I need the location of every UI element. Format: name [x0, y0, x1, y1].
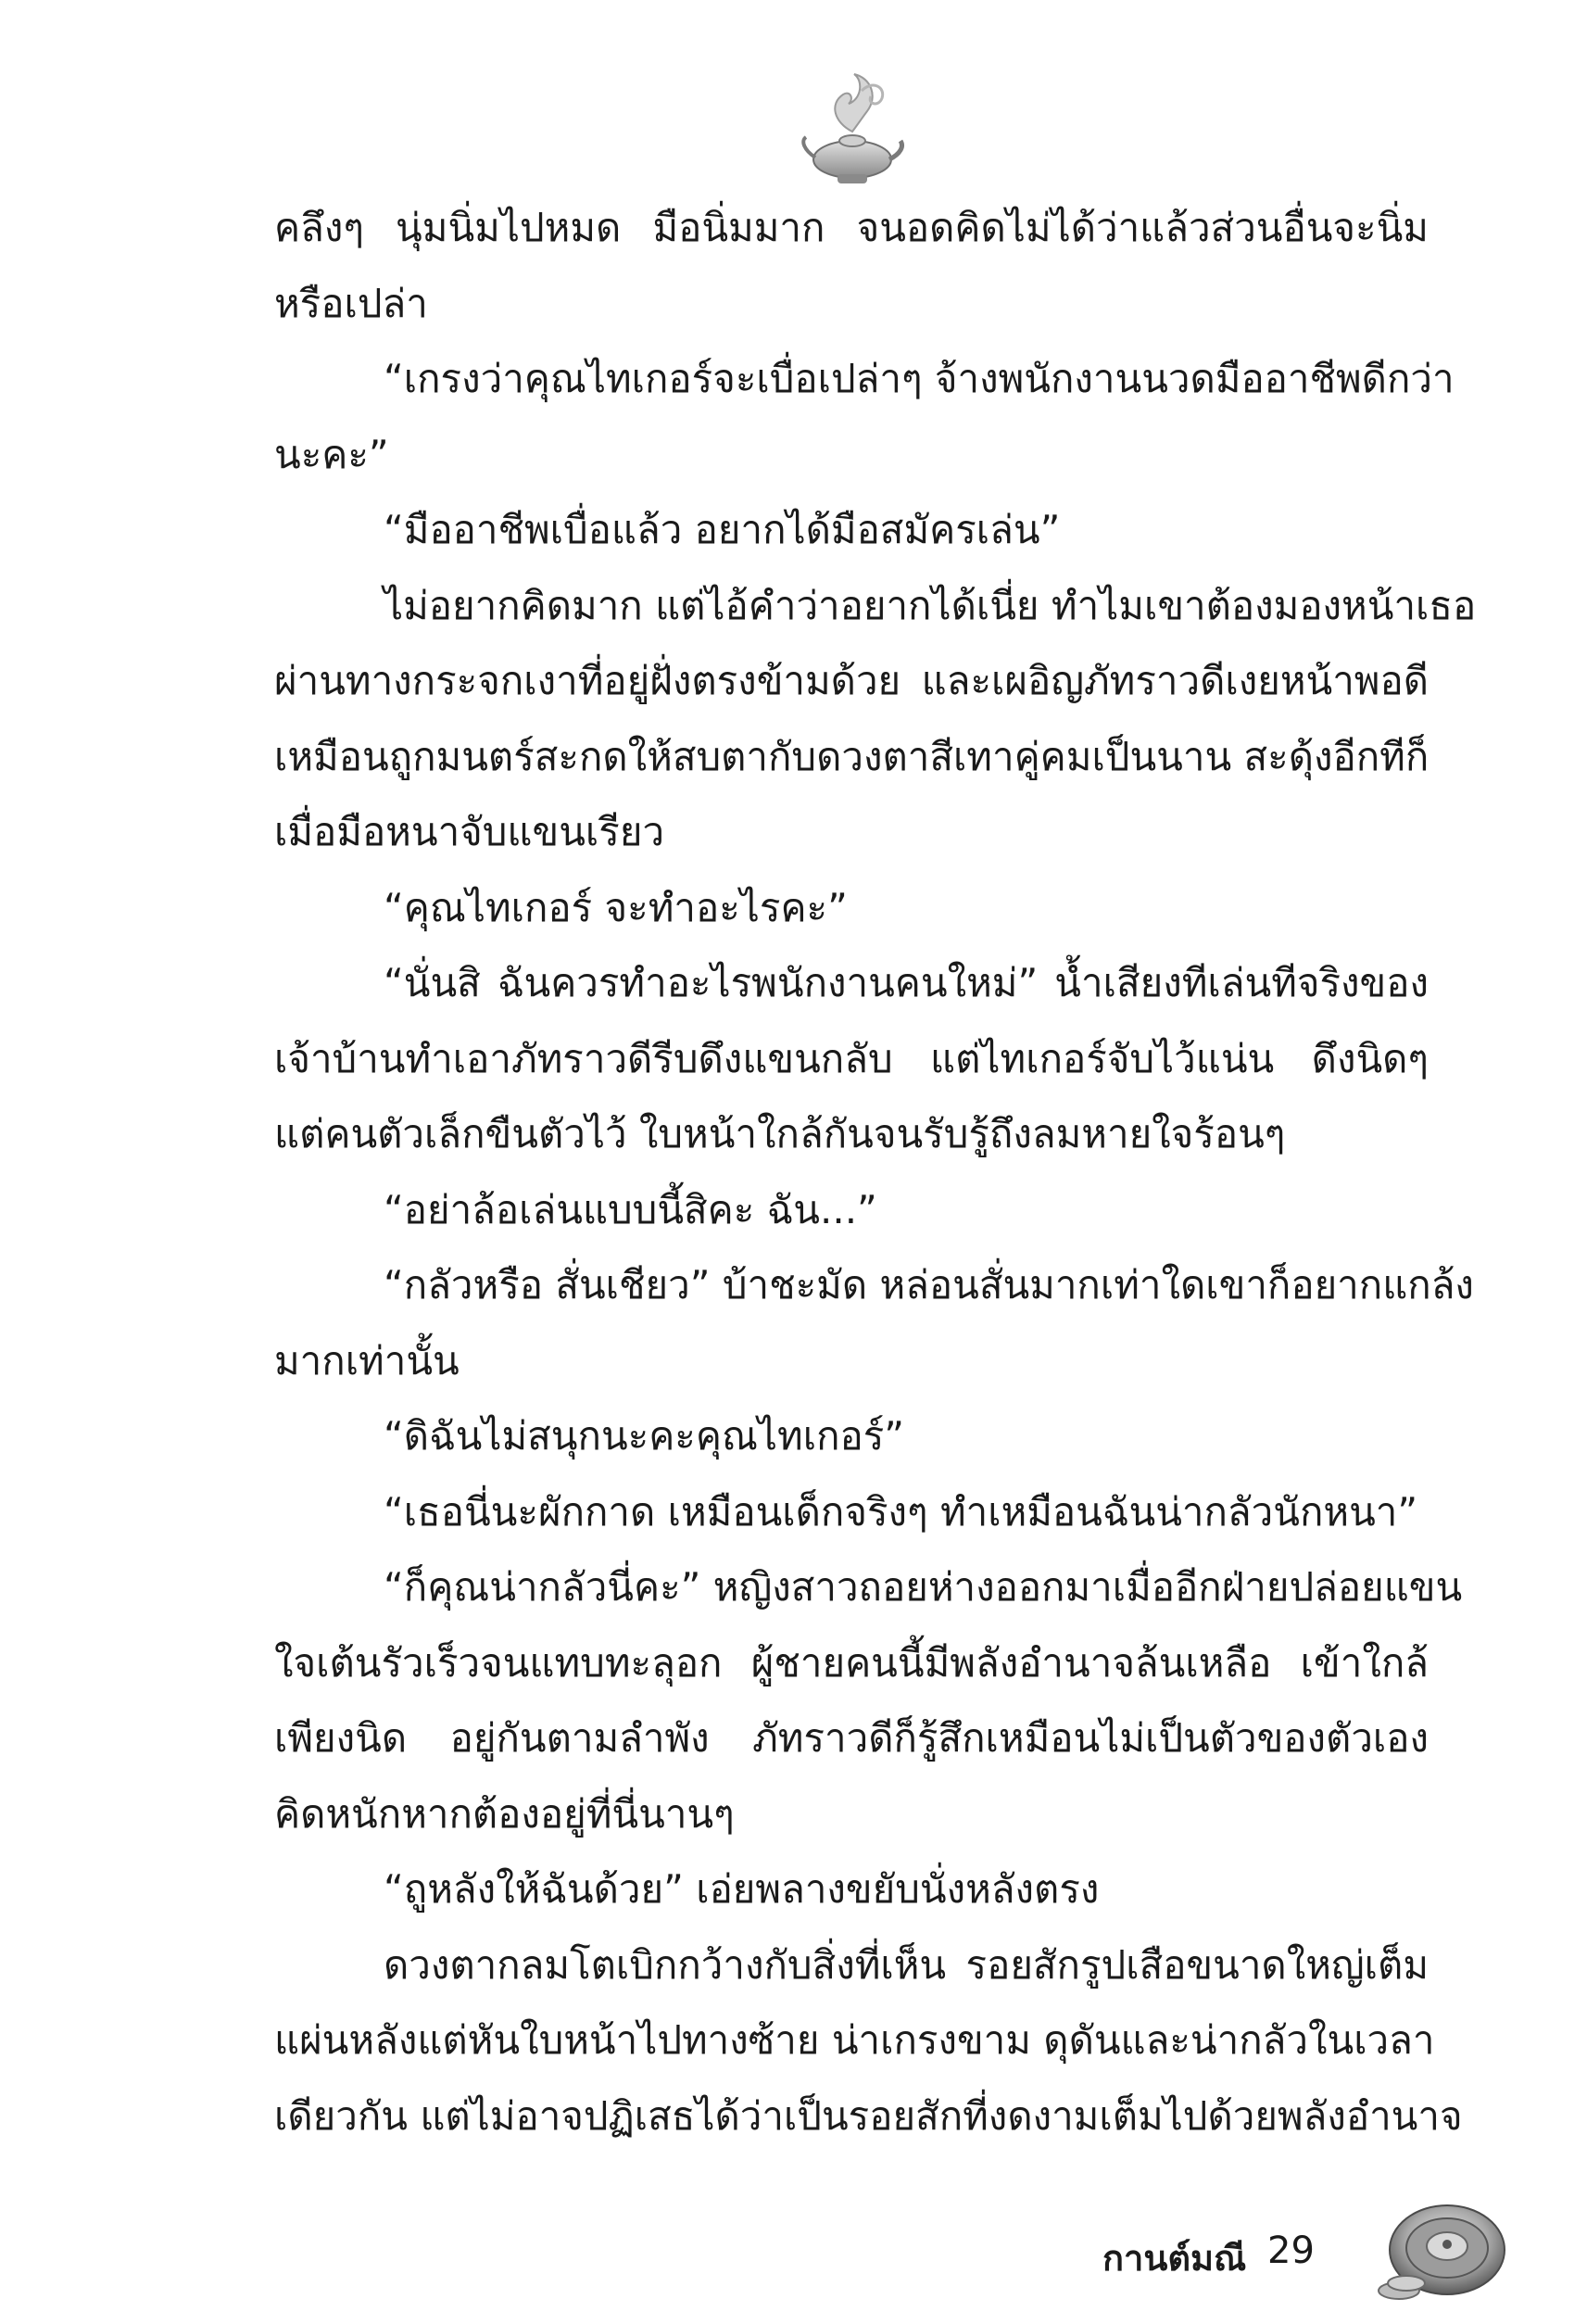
text-line: เพียงนิด อยู่กันตามลำพัง ภัทราวดีก็รู้สึกเหมือนไม่เป็นตัวของตัวเอง: [274, 1715, 1429, 1761]
text-line: แผ่นหลังแต่หันใบหน้าไปทางซ้าย น่าเกรงขาม ดุดันและน่ากลัวในเวลา: [274, 2017, 1435, 2063]
text-line: หรือเปล่า: [274, 280, 428, 326]
text-line: เดียวกัน แต่ไม่อาจปฏิเสธได้ว่าเป็นรอยสักที่งดงามเต็มไปด้วยพลังอำนาจ: [274, 2092, 1463, 2139]
text-line: “อย่าล้อเล่นแบบนี้สิคะ ฉัน...”: [384, 1186, 877, 1232]
text-line: เจ้าบ้านทำเอาภัทราวดีรีบดึงแขนกลับ แต่ไทเกอร์จับไว้แน่น ดึงนิดๆ: [274, 1035, 1429, 1081]
text-line: เมื่อมือหนาจับแขนเรียว: [274, 809, 665, 854]
text-line: มากเท่านั้น: [274, 1337, 460, 1383]
text-line: “คุณไทเกอร์ จะทำอะไรคะ”: [384, 884, 848, 930]
text-line: “เกรงว่าคุณไทเกอร์จะเบื่อเปล่าๆ จ้างพนักงานนวดมืออาชีพดีกว่า: [384, 356, 1455, 401]
text-line: “มืออาชีพเบื่อแล้ว อยากได้มือสมัครเล่น”: [384, 507, 1061, 552]
text-line: คลึงๆ นุ่มนิ่มไปหมด มือนิ่มมาก จนอดคิดไม่ได้ว่าแล้วส่วนอื่นจะนิ่ม: [274, 205, 1429, 250]
text-line: นะคะ”: [274, 431, 389, 477]
text-line: ไม่อยากคิดมาก แต่ไอ้คำว่าอยากได้เนี่ย ทำไมเขาต้องมองหน้าเธอ: [384, 582, 1477, 628]
text-line: “ดิฉันไม่สนุกนะคะคุณไทเกอร์”: [384, 1413, 905, 1459]
genie-lamp-icon: [797, 67, 908, 196]
text-line: ใจเต้นรัวเร็วจนแทบทะลุอก ผู้ชายคนนี้มีพลังอำนาจล้นเหลือ เข้าใกล้: [274, 1639, 1429, 1686]
text-line: “กลัวหรือ สั่นเชียว” บ้าชะมัด หล่อนสั่นมากเท่าใดเขาก็อยากแกล้ง: [384, 1262, 1474, 1307]
text-line: “เธอนี่นะผักกาด เหมือนเด็กจริงๆ ทำเหมือนฉันน่ากลัวนักหนา”: [384, 1488, 1418, 1535]
text-line: “ก็คุณน่ากลัวนี่คะ” หญิงสาวถอยห่างออกมาเมื่ออีกฝ่ายปล่อยแขน: [384, 1564, 1463, 1610]
page-footer: [1019, 2213, 1538, 2324]
text-line: “ถูหลังให้ฉันด้วย” เอ่ยพลางขยับนั่งหลังตรง: [384, 1866, 1100, 1912]
page-body-text: [274, 190, 1477, 2153]
text-line: ผ่านทางกระจกเงาที่อยู่ฝั่งตรงข้ามด้วย และเผอิญภัทราวดีเงยหน้าพอดี: [274, 658, 1429, 703]
text-line: “นั่นสิ ฉันควรทำอะไรพนักงานคนใหม่” น้ำเสียงทีเล่นทีจริงของ: [384, 960, 1429, 1005]
text-line: เหมือนถูกมนตร์สะกดให้สบตากับดวงตาสีเทาคู่คมเป็นนาน สะดุ้งอีกทีก็: [274, 733, 1430, 779]
text-line: คิดหนักหากต้องอยู่ที่นี่นานๆ: [274, 1790, 735, 1837]
roulette-wheel-icon: [1371, 2194, 1510, 2315]
author-name: กานต์มณี: [1102, 2238, 1247, 2279]
text-line: ดวงตากลมโตเบิกกว้างกับสิ่งที่เห็น รอยสักรูปเสือขนาดใหญ่เต็ม: [384, 1941, 1429, 1988]
text-line: แต่คนตัวเล็กขืนตัวไว้ ใบหน้าใกล้กันจนรับรู้ถึงลมหายใจร้อนๆ: [274, 1111, 1286, 1156]
page-number: 29: [1267, 2229, 1315, 2272]
